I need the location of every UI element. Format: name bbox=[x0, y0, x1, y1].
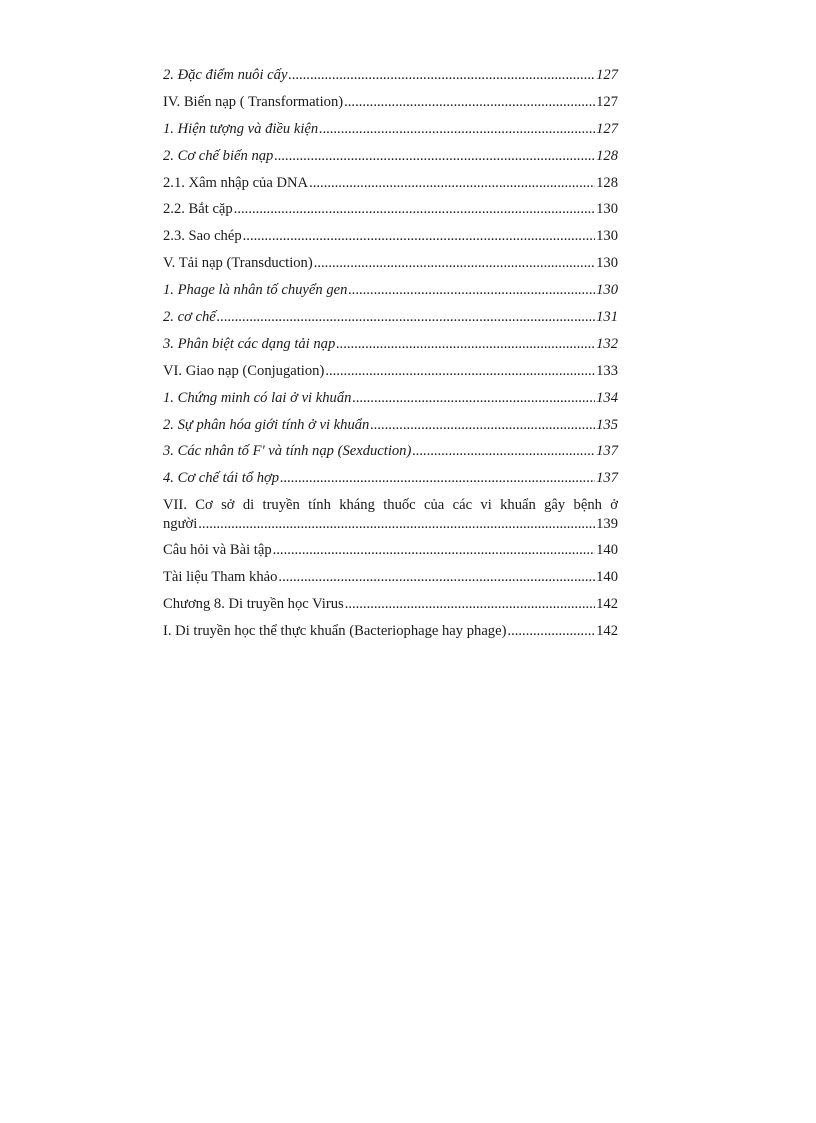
toc-entry-page: 131 bbox=[596, 309, 618, 326]
toc-entry[interactable] bbox=[163, 465, 618, 492]
toc-entry-title: 2. Cơ chế biến nạp bbox=[163, 147, 274, 164]
table-of-contents bbox=[163, 62, 618, 645]
toc-entry-page: 135 bbox=[596, 416, 618, 433]
toc-leader-dots bbox=[288, 62, 595, 89]
toc-entry-title: 2. Đặc điểm nuôi cấy bbox=[163, 67, 288, 83]
toc-entry[interactable] bbox=[163, 438, 618, 465]
toc-leader-dots bbox=[325, 358, 595, 385]
toc-entry-page: 128 bbox=[596, 174, 618, 191]
toc-entry[interactable] bbox=[163, 358, 618, 385]
toc-entry[interactable] bbox=[163, 331, 618, 358]
toc-entry-title: Câu hỏi và Bài tập bbox=[163, 542, 272, 559]
toc-entry-title: 2. cơ chế bbox=[163, 309, 216, 326]
toc-entry-title: I. Di truyền học thể thực khuẩn (Bacteriophage hay phage) bbox=[163, 622, 507, 639]
toc-entry-page: 127 bbox=[596, 67, 618, 83]
toc-leader-dots bbox=[234, 196, 595, 223]
toc-entry[interactable] bbox=[163, 62, 618, 89]
toc-entry-vii-page: 139 bbox=[596, 516, 618, 533]
toc-entry[interactable] bbox=[163, 564, 618, 591]
toc-entry-title: Chương 8. Di truyền học Virus bbox=[163, 596, 344, 613]
toc-entry-page: 127 bbox=[596, 120, 618, 137]
toc-leader-dots bbox=[344, 89, 595, 116]
toc-entry-title: 2.2. Bắt cặp bbox=[163, 201, 233, 218]
toc-entries-before bbox=[163, 62, 618, 492]
toc-entry[interactable] bbox=[163, 618, 618, 645]
toc-leader-dots bbox=[507, 618, 595, 645]
toc-entry-title: 2. Sự phân hóa giới tính ở vi khuẩn bbox=[163, 416, 370, 433]
toc-entry[interactable] bbox=[163, 250, 618, 277]
toc-entry[interactable] bbox=[163, 412, 618, 439]
toc-entry-vii-title-line1: VII. Cơ sở di truyền tính kháng thuốc của các vi khuẩn gây bệnh ở bbox=[163, 497, 618, 514]
toc-entry-page: 140 bbox=[596, 569, 618, 586]
toc-entry-title: 4. Cơ chế tái tổ hợp bbox=[163, 470, 280, 487]
toc-leader-dots bbox=[198, 515, 595, 534]
toc-leader-dots bbox=[217, 304, 595, 331]
toc-leader-dots bbox=[273, 537, 595, 564]
toc-entry[interactable] bbox=[163, 537, 618, 564]
toc-entry-vii[interactable] bbox=[163, 496, 618, 534]
toc-entry-title: 1. Phage là nhân tố chuyển gen bbox=[163, 282, 348, 299]
toc-entry-page: 130 bbox=[596, 282, 618, 299]
toc-entry-title: 1. Chứng minh có lai ở vi khuẩn bbox=[163, 389, 352, 406]
toc-entry-title: 3. Các nhân tố F' và tính nạp (Sexduction) bbox=[163, 443, 412, 460]
toc-entry[interactable] bbox=[163, 170, 618, 197]
toc-entry-vii-line2 bbox=[163, 515, 618, 534]
toc-leader-dots bbox=[348, 277, 595, 304]
toc-entry-page: 130 bbox=[596, 201, 618, 218]
toc-entry-title: VI. Giao nạp (Conjugation) bbox=[163, 362, 325, 379]
toc-entry-title: Tài liệu Tham khảo bbox=[163, 569, 278, 586]
toc-entry-title: 1. Hiện tượng và điều kiện bbox=[163, 120, 319, 137]
toc-entry-page: 130 bbox=[596, 255, 618, 272]
toc-entry-page: 130 bbox=[596, 228, 618, 245]
toc-entry-vii-title-line2: người bbox=[163, 516, 198, 533]
toc-entry[interactable] bbox=[163, 385, 618, 412]
toc-entry-page: 128 bbox=[596, 147, 618, 164]
toc-leader-dots bbox=[309, 170, 595, 197]
toc-entry-title: V. Tải nạp (Transduction) bbox=[163, 255, 313, 272]
toc-entry-page: 127 bbox=[596, 93, 618, 110]
toc-leader-dots bbox=[345, 591, 595, 618]
toc-leader-dots bbox=[370, 412, 595, 439]
toc-entry-page: 142 bbox=[596, 622, 618, 639]
toc-leader-dots bbox=[319, 116, 595, 143]
toc-entry[interactable] bbox=[163, 304, 618, 331]
toc-leader-dots bbox=[280, 465, 595, 492]
toc-entry-page: 137 bbox=[596, 443, 618, 460]
toc-leader-dots bbox=[278, 564, 595, 591]
toc-leader-dots bbox=[314, 250, 595, 277]
toc-leader-dots bbox=[274, 143, 595, 170]
toc-entry-page: 137 bbox=[596, 470, 618, 487]
toc-entry-title: 2.3. Sao chép bbox=[163, 228, 242, 245]
toc-entry-page: 132 bbox=[596, 335, 618, 352]
toc-entry[interactable] bbox=[163, 591, 618, 618]
toc-leader-dots bbox=[243, 223, 595, 250]
toc-entry-title: IV. Biến nạp ( Transformation) bbox=[163, 93, 344, 110]
toc-entry[interactable] bbox=[163, 223, 618, 250]
toc-entry[interactable] bbox=[163, 277, 618, 304]
toc-entry-page: 134 bbox=[596, 389, 618, 406]
toc-entry-title: 2.1. Xâm nhập của DNA bbox=[163, 174, 309, 191]
toc-entry-title: 3. Phân biệt các dạng tải nạp bbox=[163, 335, 336, 352]
toc-entry[interactable] bbox=[163, 116, 618, 143]
toc-entry[interactable] bbox=[163, 196, 618, 223]
toc-leader-dots bbox=[336, 331, 595, 358]
toc-entry[interactable] bbox=[163, 89, 618, 116]
toc-entry-page: 140 bbox=[596, 542, 618, 559]
toc-entry[interactable] bbox=[163, 143, 618, 170]
toc-leader-dots bbox=[352, 385, 595, 412]
toc-entries-after bbox=[163, 537, 618, 645]
toc-leader-dots bbox=[412, 438, 595, 465]
toc-entry-page: 142 bbox=[596, 596, 618, 613]
toc-entry-page: 133 bbox=[596, 362, 618, 379]
